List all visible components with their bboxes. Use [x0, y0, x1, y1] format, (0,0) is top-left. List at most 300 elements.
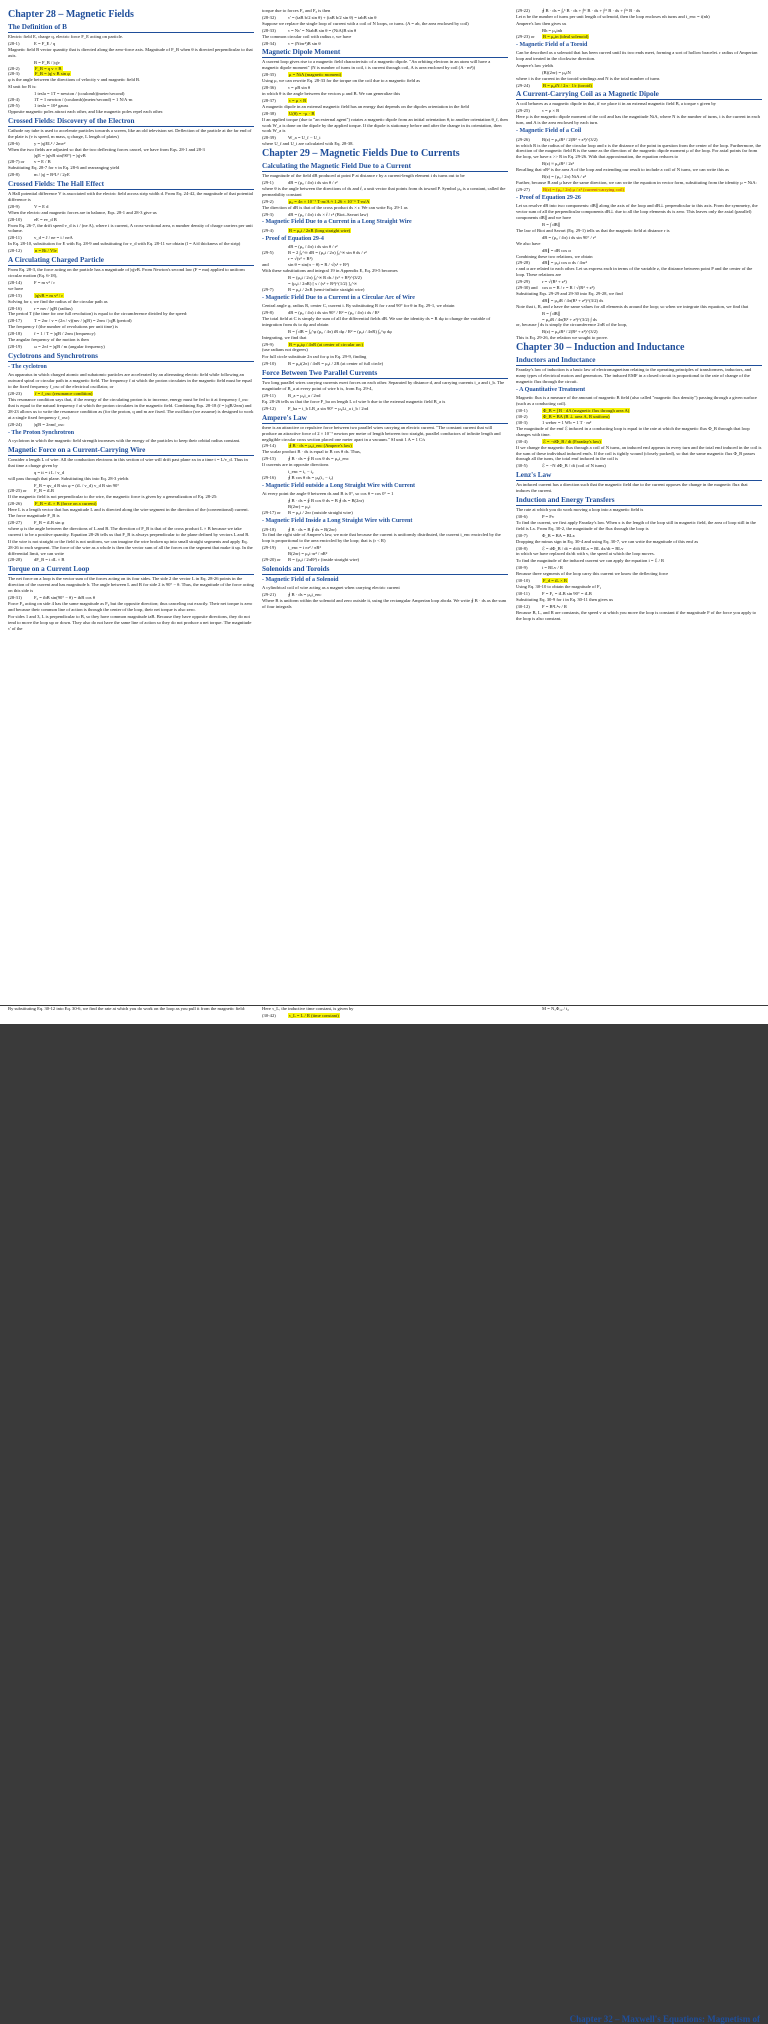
subsection-heading: - The cyclotron	[8, 363, 47, 370]
equation-formula: F_B = iLB	[34, 488, 54, 494]
equation-number	[262, 329, 288, 335]
paragraph: or, because ∫ ds is simply the circumference 2πR of the loop,	[516, 322, 628, 328]
paragraph: Central angle φ, radius R, center C, current i. By substituting R for r and 90° for θ in Eq. 29-1, we obtain	[262, 303, 455, 309]
equation-number: (29-29)	[516, 279, 530, 285]
paragraph: Further, because B and μ have the same direction, we can write the equation in vector form, substituting from the identity μ = NiA:	[516, 179, 757, 185]
equation-formula: F₂ = ibB sin(90° − θ) = ibB cos θ	[34, 595, 95, 601]
equation-formula: M = N₁Φ₁₂ / i₂	[542, 1006, 569, 1011]
paragraph: Here L is a length vector that has magnitude L and is directed along the wire segment in the direction of the (conventional) current. The force magnitude F_B is	[8, 507, 249, 519]
equation-number: (30-6)	[516, 514, 528, 519]
equation-formula: dB∥ = μ₀i cos α ds / 4πr²	[542, 260, 588, 266]
equation	[516, 248, 762, 254]
paragraph: Let us resolve dB into two components: dB∥ along the axis of the loop and dB⊥ perpendicular to this axis. From the symmetry, the vector sum of all the perpendicular components dB⊥ due to all the loop elements ds is zero. This leaves only the axial (parallel) components dB∥ and we have	[516, 203, 758, 221]
equation-formula: n = Bi / Vle	[35, 248, 57, 254]
section-heading: Lenz's Law	[516, 471, 762, 481]
equation-formula: P = Fv	[542, 514, 555, 519]
paragraph: in which θ is the angle between the vectors μ and B. We can generalize this	[262, 90, 401, 96]
equation-number: (29-4)	[262, 227, 274, 233]
paragraph: With these substitutions and integral 19 in Appendix E, Eq. 29-5 becomes	[262, 268, 398, 273]
equation-formula: F_B = |q| v B sin φ	[35, 71, 70, 77]
equation-number: (29-20) or	[262, 557, 281, 563]
column-3	[516, 8, 762, 998]
equation-number: (30-3)	[516, 420, 528, 426]
equation	[516, 439, 762, 445]
paragraph: Substituting Eqs. 29-29 and 29-30 into Eq. 29-28, we find	[516, 290, 623, 296]
paragraph: will pass through that plane. Substituting this into Eq. 28-3 yields	[8, 475, 129, 481]
equation-number: (29-5)	[262, 250, 274, 256]
paragraph: Magnetic field B vector quantity that is directed along the zero-force axis. Magnitude of F_B when θ is directed perpendicular to that axis.	[8, 46, 253, 58]
subsection-heading: - Magnetic Field of a Toroid	[516, 41, 588, 48]
equation	[262, 199, 508, 205]
equation	[516, 1006, 762, 1012]
equation-number: (28-18)	[8, 331, 22, 337]
subsection-heading: - A Quantitative Treatment	[516, 386, 586, 393]
equation	[262, 287, 508, 293]
paragraph: where θ is the angle between the directions of ds and r̂, a unit vector that points from ds toward P. Symbol μ₀ is a constant, called the permeability constant	[262, 185, 506, 197]
equation	[516, 591, 762, 597]
equation-number: (28-16)	[8, 305, 22, 311]
equation-formula: (B)(2πr) = μ₀iN	[542, 69, 571, 75]
paragraph: The magnitude of the field dB produced at point P at distance r by a current-length element i ds turns out to be	[262, 173, 465, 179]
paragraph: When the two fields are adjusted so that the two deflecting forces cancel, we have from Eqs. 28-1 and 28-3	[8, 146, 205, 152]
section-heading: A Circulating Charged Particle	[8, 256, 254, 266]
equation-formula: B = (μ₀i / 2π) ∫₀^∞ R ds / (s² + R²)^(3/2)	[288, 274, 362, 280]
paragraph: Note that i, R, and z have the same values for all elements ds around the loop; so when we integrate this equation, we find that	[516, 303, 749, 309]
equation-number: (28-23)	[8, 391, 22, 397]
equation	[262, 98, 508, 104]
subsection-heading: - Proof of Equation 29-26	[516, 194, 581, 201]
chapter-title: Chapter 28 – Magnetic Fields	[8, 9, 134, 20]
cut-heading: Chapter 32 – Maxwell's Equations: Magnetism of	[569, 2014, 760, 2024]
section-heading: Solenoids and Toroids	[262, 565, 508, 575]
equation-number: (29-17) or	[262, 510, 281, 516]
equation-number	[516, 298, 542, 304]
equation-formula: v_d = J / ne = i / neA	[34, 235, 73, 241]
section-heading: Magnetic Force on a Current-Carrying Wire	[8, 446, 254, 456]
section-heading: Inductors and Inductance	[516, 356, 762, 366]
section-heading: The Definition of B	[8, 23, 254, 33]
section-heading: Magnetic Dipole Moment	[262, 48, 508, 58]
paragraph: The common circular coil with radius r, we have	[262, 33, 352, 39]
paragraph: A cyclotron in which the magnetic field strength increases with the energy of the particles to keep their orbital radius constant.	[8, 438, 241, 444]
equation	[8, 280, 254, 286]
equation-formula: dB = (μ₀ / 4π) i ds sin θ / r²	[288, 180, 338, 186]
equation	[516, 463, 762, 469]
equation-number: (28-27)	[8, 520, 22, 525]
paragraph: Dropping the minus sign in Eq. 30-4 and using Eq. 30-7, we can write the magnitude of this emf as	[516, 538, 699, 544]
equation	[8, 248, 254, 254]
subsection-heading: - Magnetic Field of a Coil	[516, 128, 582, 135]
paragraph: r and α are related to each other. Let us express each in terms of the variable z, the distance between point P and the center of the loop. These relations are	[516, 266, 753, 278]
paragraph: Substituting Eq. 30-9 for i in Eq. 30-11 then gives us	[516, 596, 614, 602]
equation-number: (28-39)	[262, 135, 276, 141]
equation-number: (29-15)	[262, 456, 276, 462]
chapter-title: Chapter 30 – Induction and Inductance	[516, 342, 685, 354]
chapter-title: Chapter 29 – Magnetic Fields Due to Currents	[262, 148, 460, 160]
equation-number: (29-1)	[262, 180, 274, 186]
equation-number: (29-22)	[516, 8, 530, 13]
equation-formula: f = 1 / T = |q|B / 2πm (frequency)	[34, 331, 96, 337]
paragraph: φ is the angle between the directions of velocity v and magnetic field B.	[8, 77, 141, 83]
equation-number: (28-11)	[8, 235, 22, 241]
equation-number: (30-42)	[262, 1012, 276, 1018]
equation-formula: U(θ) = −μ · B	[289, 110, 315, 116]
equation	[8, 217, 254, 223]
equation-number: (28-31)	[8, 595, 22, 601]
paragraph: The law of Biot and Savart (Eq. 29-1) tells us that the magnetic field at distance r is	[516, 227, 670, 233]
subsection-heading: - Magnetic Field of a Solenoid	[262, 576, 339, 583]
equation	[516, 235, 762, 241]
equation-number: (28-38)	[262, 110, 276, 116]
equation-number: (28-35)	[262, 72, 276, 78]
paragraph: SI unit for B is:	[8, 84, 37, 90]
paragraph: there is an attractive or repulsive force between two parallel wires carrying an electric current. "The constant current that will produce an attractive force of 2 × 10⁻⁷ newton per metre of length between two straight, parallel conductors of infinite length and negligible circular cross section placed one meter apart in a vacuum." SI unit 1 A = 1 C/s	[262, 424, 501, 442]
equation	[8, 41, 254, 47]
section-heading: Induction and Energy Transfers	[516, 496, 762, 506]
equation-number: (28-10)	[8, 216, 22, 222]
equation-formula: B_a = μ₀i_a / 2πd	[288, 393, 321, 398]
equation-number: and	[262, 262, 269, 268]
equation-number: (29-24)	[516, 82, 530, 88]
equation-number: (30-11)	[516, 590, 530, 596]
equation-formula: B = μ₀in (ideal solenoid)	[543, 33, 589, 39]
equation-formula: W_a = U_f − U_i	[288, 135, 321, 141]
paragraph: If we change the magnetic flux through a coil of N turns, an induced emf appears in every turn and the total emf induced in the coil is the sum of these individual induced emfs. If the coil is tightly wound (closely packed), so that the same magnetic flux Φ_B passes through all the turns, the total emf induced in the coil is	[516, 444, 762, 462]
column-1	[8, 8, 254, 998]
equation-number: (29-3)	[262, 211, 274, 217]
equation-number: (29-8)	[262, 310, 274, 316]
subsection-heading: - Magnetic Field Due to a Current in a Circular Arc of Wire	[262, 294, 415, 301]
equation-number: (29-9)	[262, 341, 274, 347]
equation-formula: i_enc = i₁ − i₂	[288, 469, 314, 475]
paragraph: A current loop gives rise to a magnetic field characteristic of a magnetic dipole. "An orbiting electron in an atom will have a magnetic dipole moment" (N is number of turns in coil, i is current through coil, A is area enclosed by coil (A · m²))	[262, 59, 491, 71]
paragraph: in which R is the radius of the circular loop and z is the distance of the point in question from the center of the loop. Furthermore, the direction of the magnetic field B is the same as the direction of the magnetic dipole moment μ of the loop. For axial points far from the loop, we have z >> R in Eq. 29-26. With that approximation, the equation reduces to	[516, 142, 762, 160]
equation-formula: r = √(R² + z²)	[542, 279, 567, 285]
equation-formula: F_B = qv_d B sin φ = (iL / v_d) v_d B sin 90°	[34, 482, 120, 488]
equation-formula: B(2πr) = μ₀i	[288, 504, 311, 510]
equation	[262, 510, 508, 516]
paragraph: (use radians not degrees)	[262, 347, 308, 353]
paragraph: The net force on a loop is the vector sum of the forces acting on its four sides. The side 2 the vector L in Eq. 28-26 points in the direction of the current and has magnitude b. The angle between L and B for side 2 is 90° − θ. Thus, the magnitude of the force acting on this side is	[8, 576, 254, 594]
equation-formula: dB = (μ₀ / 4π) i ds sin 90° / R² = (μ₀ / 4π) i ds / R²	[288, 310, 380, 316]
equation-formula: F_B = iLB sin φ	[34, 520, 65, 525]
equation-number: (30-7)	[516, 532, 528, 538]
paragraph: The magnitude of the emf ℰ induced in a conducting loop is equal to the rate at which the magnetic flux Φ_B through that loop changes with time.	[516, 425, 750, 437]
equation-formula: = μ₀iR / 4π(R² + z²)^(3/2) ∫ ds	[542, 316, 597, 322]
equation-formula: τ_L = L / R (time constant)	[289, 1012, 339, 1018]
equation-number: (29-27)	[516, 186, 530, 192]
equation-formula: B = ∫ dB∥	[542, 310, 561, 316]
equation-formula: sin θ = sin(π − θ) = R / √(s² + R²)	[288, 262, 350, 268]
equation-formula: Φ_B = BA (B ⊥ area A, B uniform)	[543, 414, 610, 420]
equation	[516, 298, 762, 304]
equation-formula: B(z) = μ₀iR² / 2(R² + z²)^(3/2)	[542, 136, 598, 142]
equation-formula: ℰ = −N dΦ_B / dt (coil of N turns)	[542, 463, 606, 469]
equation	[516, 34, 762, 40]
equation-number: (29-7)	[262, 286, 274, 292]
paragraph: We also have	[516, 240, 541, 246]
equation	[262, 111, 508, 117]
equation-formula: T = 2πr / v = (2π / v)(mv / |q|B) = 2πm / |q|B (period)	[34, 318, 132, 324]
equation-formula: Φ_B = ∫ B · dA (magnetic flux through area A)	[543, 408, 630, 414]
equation	[262, 329, 508, 335]
equation-formula: dB∥ = dB cos α	[542, 247, 571, 253]
equation	[8, 141, 254, 147]
equation	[516, 533, 762, 539]
equation-number: (30-10)	[516, 578, 530, 584]
equation-formula: B(2πr) = μ₀i πr² / πR²	[288, 551, 328, 557]
equation-number: (28-19)	[8, 343, 22, 349]
equation-formula: τ' = (iaB b/2 sin θ) + (iaB b/2 sin θ) = iabB sin θ	[288, 14, 377, 20]
equation-formula: B = μ₀i / 2πr (outside straight wire)	[288, 510, 353, 516]
paragraph: For full circle substitute 2π rad for φ in Eq. 29-9, finding	[262, 354, 367, 360]
paragraph: In Eq. 28-10, substitution for E with Eq. 28-9 and substituting for v_d with Eq. 28-11 we obtain (l = A/d thickness of the strip)	[8, 241, 241, 247]
equation-formula: ∮ B · ds = μ₀i_enc (Ampere's law)	[289, 443, 352, 449]
equation-formula: F_ba = i_b LB_a sin 90° = μ₀Li_a i_b / 2πd	[288, 405, 369, 411]
equation-formula: ∮ B cos θ ds = μ₀(i₁ − i₂)	[288, 474, 334, 480]
paragraph: From Eq. 26-7, the drift speed v_d is i / (ne A), where i is current, A cross-sectional area, n number density of charge carriers per unit volume.	[8, 222, 253, 234]
paragraph: To find the right side of Ampere's law, we note that because the current is uniformly distributed, the current i_enc encircled by the loop is proportional to the area encircled by the loop; that is (r < R)	[262, 532, 501, 544]
paragraph: where i is the current in the toroid windings and N is the total number of turns	[516, 75, 660, 81]
subsection-heading: - The Proton Synchrotron	[8, 429, 75, 436]
equation-formula: v = E / B	[34, 159, 51, 165]
equation-number: (28-14)	[8, 279, 22, 285]
equation	[262, 1013, 508, 1019]
equation-formula: |q|B = 2πmf_osc	[34, 421, 65, 427]
equation-formula: B = μ₀iN / 2π · 1/r (toroid)	[543, 82, 592, 88]
paragraph: If an applied torque (due to "an external agent") rotates a magnetic dipole from an initial orientation θᵢ to another orientation θ_f, then work W_a is done on the dipole by the applied torque. If the dipole is stationary before and after the change in its orientation, then work W_a is	[262, 116, 508, 134]
equation-formula: dB∥ = μ₀iR / 4π(R² + z²)^(3/2) ds	[542, 297, 604, 303]
paragraph: Eq. 28-26 tells us that the force F_ba on length L of wire b due to the external magnetic field B_a is	[262, 398, 446, 404]
equation-formula: F_B = iL × B (force on a current)	[35, 501, 97, 507]
equation	[516, 70, 762, 76]
equation-formula: 1 weber = 1 Wb = 1 T · m²	[542, 420, 592, 426]
paragraph: Consider a length L of wire. All the conduction electrons in this section of wire will drift past plane xx in a time t = L/v_d. Thus in that time a charge given by	[8, 456, 248, 468]
equation-formula: ℰ = dΦ_B / dt = d/dt BLx = BL dx/dt = BLv	[542, 545, 624, 551]
equation-number: (28-28)	[8, 557, 22, 563]
paragraph: If the wire is not straight or the field is not uniform, we can imagine the wire broken up into small straight segments and apply Eq. 28-26 to each segment. The force of the wire as a whole is then the vector sum of all the forces on the segment that make it up. In the differential limit, we can write	[8, 538, 253, 556]
paragraph: The frequency f (the number of revolutions per unit time) is	[8, 324, 118, 330]
paragraph: Where B is uniform within the solenoid and zero outside it, using the rectangular Amperian loop abcda. We write ∮ B · ds as the sum of four integrals	[262, 598, 507, 610]
equation-number: (29-2)	[262, 198, 274, 204]
equation-number: (28-12)	[8, 248, 22, 254]
equation-number: (28-3)	[8, 71, 20, 77]
column-2	[262, 8, 508, 998]
equation-number: (30-12)	[516, 603, 530, 609]
equation-number	[516, 248, 542, 254]
equation-number: (29-21)	[262, 592, 276, 598]
paragraph: If the magnetic field is not perpendicular to the wire, the magnetic force is given by a generalization of Eq. 28-25:	[8, 494, 218, 500]
equation	[516, 83, 762, 89]
equation-formula: ∮ B · ds = ∮ B cos θ ds = μ₀i_enc	[288, 456, 349, 462]
equation-formula: cos α = R / r = R / √(R² + z²)	[542, 285, 595, 291]
equation-formula: eE = ev_d B	[34, 216, 57, 222]
footer-column-3	[516, 1006, 762, 1024]
equation-formula: 1 tesla = 1T = newton / (coulomb)(meter/second)	[34, 91, 125, 97]
equation-formula: τ = μ × B	[289, 97, 307, 103]
equation-number: (29-12)	[262, 405, 276, 411]
equation-number: (29-16)	[262, 474, 276, 480]
equation-number: (29-19)	[262, 545, 276, 551]
document-page	[0, 0, 768, 1005]
equation-formula: Bh = μ₀inh	[542, 27, 563, 33]
equation-number: (30-8)	[516, 545, 528, 551]
paragraph: Ampere's law then gives us	[516, 20, 567, 26]
equation-number	[516, 1006, 542, 1012]
equation	[262, 406, 508, 412]
equation	[8, 204, 254, 210]
equation	[8, 470, 254, 476]
equation-formula: ∮ B · ds = ∫ₐᵇ B · ds + ∫ᵇᶜ B · ds + ∫ᶜᵈ B · ds + ∫ᵈᵃ B · ds	[542, 8, 641, 13]
equation-formula: m / |q| = B²L² / 2yE	[34, 172, 70, 178]
equation-formula: = (μ₀i / 2πR) [ s / (s² + R²)^(1/2) ]₀^∞	[288, 280, 357, 286]
equation-number: (29-30) and	[516, 285, 538, 291]
equation-formula: f = f_osc (resonance condition)	[35, 391, 93, 397]
equation-formula: |q|vB = m v² / r	[35, 292, 63, 298]
paragraph: in which we have replaced dx/dt with v, the speed at which the loop moves.	[516, 551, 655, 557]
equation-number: (29-11)	[262, 393, 276, 398]
equation-formula: B(z) ≈ μ₀iR² / 2z³	[542, 161, 575, 167]
equation-formula: τ = μB sin θ	[288, 85, 311, 91]
paragraph: A cylindrical coil of wire acting as a magnet when carrying electric current	[262, 585, 400, 591]
equation-number: (28-33)	[262, 27, 276, 33]
equation-number: (30-4)	[516, 438, 528, 444]
equation-number: (28-17)	[8, 318, 22, 324]
equation-formula: μ = NiA (magnetic moment)	[289, 72, 342, 78]
paragraph: At every point the angle θ between ds and B is 0°, so cos θ = cos 0° = 1	[262, 491, 394, 497]
equation	[262, 15, 508, 21]
equation-formula: V = E d	[34, 203, 49, 209]
paragraph: The total field at C is simply the sum of all the differential fields dB. We use the identity ds = R dφ to change the variable of integration from ds to dφ and obtain	[262, 315, 491, 327]
equation-formula: 1T = 1 newton / (coulomb)(meter/second) = 1 N/A·m	[34, 97, 133, 103]
section-heading: Force Between Two Parallel Currents	[262, 369, 508, 379]
equation-number: (28-34)	[262, 40, 276, 46]
equation-formula: ∮ B · ds = B ∮ ds = B(2πr)	[288, 526, 337, 532]
subsection-heading: - Magnetic Field Due to a Current in a Long Straight Wire	[262, 219, 412, 226]
equation-formula: F = F₁ = iLB sin 90° = iLB	[542, 590, 592, 596]
equation-formula: dB = (μ₀ / 4π) i ds sin θ / r²	[288, 244, 338, 250]
equation-formula: F_B = q v × B	[35, 65, 62, 71]
footer-column-1	[8, 1006, 254, 1024]
equation	[516, 137, 762, 143]
equation-formula: ∮ B · ds = ∮ B cos θ ds = B ∮ ds = B(2πr)	[288, 498, 364, 504]
equation	[262, 212, 508, 218]
paragraph: Let n be the number of turns per unit length of solenoid, then the loop encloses nh turns and i_enc = i(nh)	[516, 13, 710, 19]
equation-formula: E = F_E / q	[34, 40, 56, 46]
section-heading: Calculating the Magnetic Field Due to a Current	[262, 162, 508, 172]
equation-number: (28-15)	[8, 292, 22, 298]
equation-number: (30-2)	[516, 414, 528, 420]
paragraph: This resonance condition says that, if the energy of the circulating proton is to increase, energy must be fed to it at frequency f_osc that is equal to the natural frequency f at which the proton circulates in the magnetic field. Combining Eqs. 28-18 (f = |q|B/2πm) and 28-23 allows us to write the resonance condition as (for the proton, q and m are fixed. The oscillator (we assume) is designed to work at a single fixed frequency f_osc)	[8, 397, 254, 420]
equation	[516, 222, 762, 228]
equation-formula: dB = (μ₀ / 4π) i ds sin 90° / r²	[542, 234, 596, 240]
paragraph: Using μ, we can rewrite Eq. 28-33 for the torque on the coil due to a magnetic field as	[262, 78, 421, 84]
paragraph: Solving for r, we find the radius of the circular path as	[8, 298, 108, 304]
equation-number: (28-5)	[8, 102, 20, 108]
equation-number: (30-5)	[516, 463, 528, 469]
section-heading: Ampere's Law	[262, 414, 508, 424]
equation-formula: B = (μ₀i / 2πR²) r (inside straight wire)	[288, 557, 360, 563]
paragraph: Because B, L, and R are constants, the speed v at which you move the loop is constant if the magnitude F of the force you apply to the loop is also constant.	[516, 609, 757, 621]
section-heading: Crossed Fields: Discovery of the Electron	[8, 117, 254, 127]
equation-formula: ℰ = −dΦ_B / dt (Faraday's law)	[543, 438, 601, 444]
equation	[262, 475, 508, 481]
paragraph: By substituting Eq. 30-12 into Eq. 30-6, we find the rate at which you do work on the loop as you pull it from the magnetic field:	[8, 1006, 246, 1011]
equation	[8, 422, 254, 428]
equation-formula: B(z) = (μ₀ / 2π) NiA / z³	[542, 174, 587, 180]
paragraph: Opposite magnetic poles attract each other, and like magnetic poles repel each other.	[8, 108, 164, 114]
paragraph: Here μ is the magnetic dipole moment of the coil and has the magnitude NiA, where N is the number of turns, i is the current in each turn, and A is the area enclosed by each turn.	[516, 114, 760, 126]
equation-formula: ω = 2πf = |q|B / m (angular frequency)	[34, 343, 105, 349]
equation	[262, 228, 508, 234]
equation-number: (28-1)	[8, 40, 20, 46]
equation-number: (28-32)	[262, 14, 276, 20]
section-heading: Cyclotrons and Synchrotrons	[8, 352, 254, 362]
equation-number: (28-37)	[262, 97, 276, 103]
equation-formula: τ = Nτ' = NiabB sin θ = (NiA)B sin θ	[288, 27, 357, 33]
equation-formula: B = μ₀i / 2πR (long straight wire)	[289, 227, 351, 233]
equation-number: (28-24)	[8, 421, 22, 427]
equation-formula: r = √(s² + R²)	[288, 256, 313, 262]
paragraph: Faraday's law of induction is a basic law of electromagnetism relating to the operating principles of transformers, inductors, and many types of electrical motors and generators. The induced EMF in a closed circuit is proportional to the rate of change of the magnetic flux through the circuit.	[516, 367, 752, 384]
equation-formula: B = 2 ∫₀^∞ dB = (μ₀i / 2π) ∫₀^∞ sin θ ds / r²	[288, 250, 367, 256]
paragraph: The period T (the time for one full revolution) is equal to the circumference divided by the speed:	[8, 311, 188, 317]
equation-formula: B = F_B / |q|v	[34, 59, 60, 65]
equation-number: (29-14)	[262, 443, 276, 449]
equation-number	[516, 222, 542, 228]
equation-number: (28-25) or	[8, 488, 27, 494]
next-page-strip	[0, 1006, 768, 2024]
paragraph: Suppose we replace the single loop of current with a coil of N loops, or turns. (A = ab, the area enclosed by coil)	[262, 20, 469, 26]
equation-formula: F = B²L²v / R	[542, 603, 568, 609]
paragraph: A Hall potential difference V is associated with the electric field across strip width d. From Eq. 24-42, the magnitude of that potential difference is	[8, 191, 254, 202]
paragraph: The angular frequency of the motion is then	[8, 337, 89, 343]
paragraph: For sides 1 and 3, L is perpendicular to B, so they have common magnitude iaB. Because they have opposite directions, they do not tend to move the loop up or down. They also do not have the same line of action so they do not produce a net torque. The magnitude τ' of the	[8, 613, 252, 631]
paragraph: Combining these two relations, we obtain	[516, 253, 593, 259]
equation-formula: y = |q|EL² / 2mv²	[34, 140, 66, 146]
paragraph: Can be described as a solenoid that has been curved until its two ends meet, forming a sort of hollow bracelet. r radius of Amperian loop and treated in the clockwise direction.	[516, 50, 758, 61]
equation-formula: B(z) = μ₀iR² / 2(R² + z²)^(3/2)	[542, 329, 598, 335]
equation-formula: B = ∫ dB∥	[542, 221, 561, 227]
equation-formula: B = μ₀iφ / 4πR (at center of circular arc)	[289, 341, 363, 347]
paragraph: This is Eq. 29-26, the relation we sought to prove.	[516, 335, 609, 341]
paragraph: Using Eq. 30-10 to obtain the magnitude of F₁	[516, 583, 602, 589]
equation-number: (29-25)	[516, 108, 530, 114]
section-heading: Crossed Fields: The Hall Effect	[8, 180, 254, 190]
paragraph: torque due to forces F₁ and F₃ is then	[262, 8, 331, 13]
equation	[516, 187, 762, 193]
paragraph: An apparatus in which charged atomic and subatomic particles are accelerated by an alternating electric field while following an outward spiral or circular path in a magnetic field. The frequency f at which the proton circulates in the magnetic field must be equal to the fixed frequency f_osc of the electrical oscillator, or	[8, 372, 252, 390]
equation	[8, 557, 254, 563]
equation-number: (28-4)	[8, 97, 20, 103]
footer-column-2	[262, 1006, 508, 1024]
paragraph: The scalar product B · ds is equal to B cos θ ds. Thus,	[262, 449, 361, 455]
equation-number: (28-26)	[8, 501, 22, 507]
equation-formula: B = μ₀i / 2πR (semi-infinite straight wire)	[288, 286, 365, 292]
paragraph: If currents are in opposite directions	[262, 462, 329, 468]
equation-number: (29-26)	[516, 136, 530, 142]
paragraph: From Eq. 28-3, the force acting on the particle has a magnitude of |q|vB. From Newton's second law (F = ma) applied to uniform circular motion (Eq. 6-18),	[8, 267, 245, 278]
subsection-heading: - Magnetic Field outside a Long Straight Wire with Current	[262, 482, 416, 489]
paragraph: Force F₄ acting on side 4 has the same magnitude as F₂ but the opposite direction; thus canceling out exactly. Their net torque is zero and because their common line of action is through the center of the loop, their net torque is also zero.	[8, 600, 253, 612]
section-heading: A Current-Carrying Coil as a Magnetic Dipole	[516, 90, 762, 100]
equation	[262, 361, 508, 367]
paragraph: Substituting Eq. 28-7 for v in Eq. 28-6 and rearranging yield	[8, 165, 120, 171]
equation-number: (28-6)	[8, 140, 20, 146]
paragraph: To find the magnitude of the induced current we can apply the equation i = ℰ / R	[516, 558, 665, 564]
equation	[8, 172, 254, 178]
equation-formula: r = mv / |q|B (radius)	[34, 305, 73, 311]
